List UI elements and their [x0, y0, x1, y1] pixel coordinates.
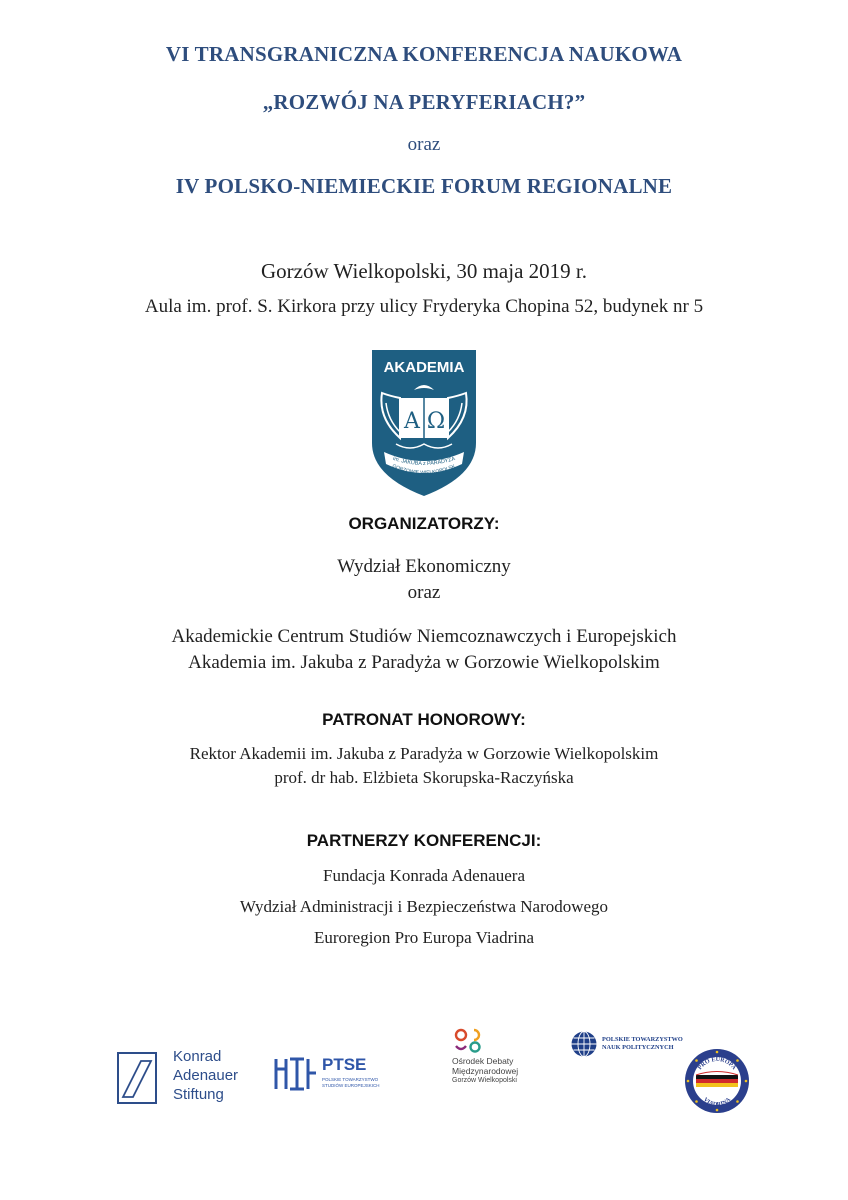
organizer-line-2: oraz — [407, 582, 441, 603]
globe-icon — [570, 1030, 598, 1058]
organizer-line-1: Wydział Ekonomiczny — [337, 556, 511, 577]
partner-item: Fundacja Konrada Adenauera — [322, 866, 526, 885]
crest-ribbon-line1: im. JAKUBA z PARADYŻA — [392, 455, 456, 468]
crest-omega: Ω — [426, 409, 446, 434]
conference-title: VI TRANSGRANICZNA KONFERENCJA NAUKOWA — [165, 42, 683, 66]
ptse-sub-2: STUDIÓW EUROPEJSKICH — [322, 1083, 380, 1088]
crest-alpha: Α — [404, 409, 420, 434]
organizer-line-4: Akademia im. Jakuba z Paradyża w Gorzowie Wielkopolskim — [188, 652, 660, 673]
viadrina-seal-logo — [684, 1048, 750, 1114]
ptse-sub-1: POLSKIE TOWARZYSTWO — [322, 1077, 379, 1082]
ptse-logo — [272, 1053, 382, 1097]
odm-line-3: Gorzów Wielkopolski — [452, 1077, 517, 1084]
crest-ribbon-line2: GORZOWIE WIELKOPOLSK — [391, 463, 457, 477]
patronage-heading: PATRONAT HONOROWY: — [322, 710, 526, 729]
place-date: Gorzów Wielkopolski, 30 maja 2019 r. — [261, 259, 587, 283]
crest-top-text: AKADEMIA — [383, 359, 465, 376]
odm-line-2: Międzynarodowej — [452, 1066, 519, 1076]
odm-line-1: Ośrodek Debaty — [452, 1056, 514, 1066]
seal-bottom-text: VIADRINA — [701, 1096, 733, 1109]
ptnp-line-2: NAUK POLITYCZNYCH — [602, 1044, 674, 1051]
forum-title: IV POLSKO-NIEMIECKIE FORUM REGIONALNE — [175, 174, 673, 198]
seal-top-text: PRO EUROPA — [697, 1056, 737, 1072]
patronage-line-2: prof. dr hab. Elżbieta Skorupska-Raczyńska — [274, 768, 574, 787]
ptse-mark-icon — [272, 1053, 318, 1095]
partner-item: Euroregion Pro Europa Viadrina — [313, 928, 535, 947]
organizers-heading: ORGANIZATORZY: — [348, 514, 500, 533]
odm-mark-icon — [452, 1028, 488, 1054]
patronage-line-1: Rektor Akademii im. Jakuba z Paradyża w Gorzowie Wielkopolskim — [189, 744, 659, 763]
address: Aula im. prof. S. Kirkora przy ulicy Fryderyka Chopina 52, budynek nr 5 — [144, 296, 704, 317]
conference-subtitle: „ROZWÓJ NA PERYFERIACH?” — [262, 90, 586, 114]
partner-item: Wydział Administracji i Bezpieczeństwa Narodowego — [239, 897, 609, 916]
kas-logo — [117, 1047, 257, 1105]
header-oraz: oraz — [407, 134, 441, 155]
organizer-line-3: Akademickie Centrum Studiów Niemcoznawczych i Europejskich — [171, 626, 677, 647]
partners-heading: PARTNERZY KONFERENCJI: — [306, 831, 542, 850]
akademia-crest-logo — [370, 348, 478, 498]
ptnp-logo — [570, 1030, 695, 1060]
kas-line-1: Konrad — [173, 1048, 222, 1065]
odm-logo — [452, 1028, 552, 1088]
kas-mark-icon — [117, 1049, 161, 1105]
ptnp-line-1: POLSKIE TOWARZYSTWO — [602, 1036, 683, 1043]
ptse-name: PTSE — [322, 1055, 367, 1074]
kas-line-2: Adenauer — [173, 1067, 239, 1084]
kas-line-3: Stiftung — [173, 1086, 224, 1103]
